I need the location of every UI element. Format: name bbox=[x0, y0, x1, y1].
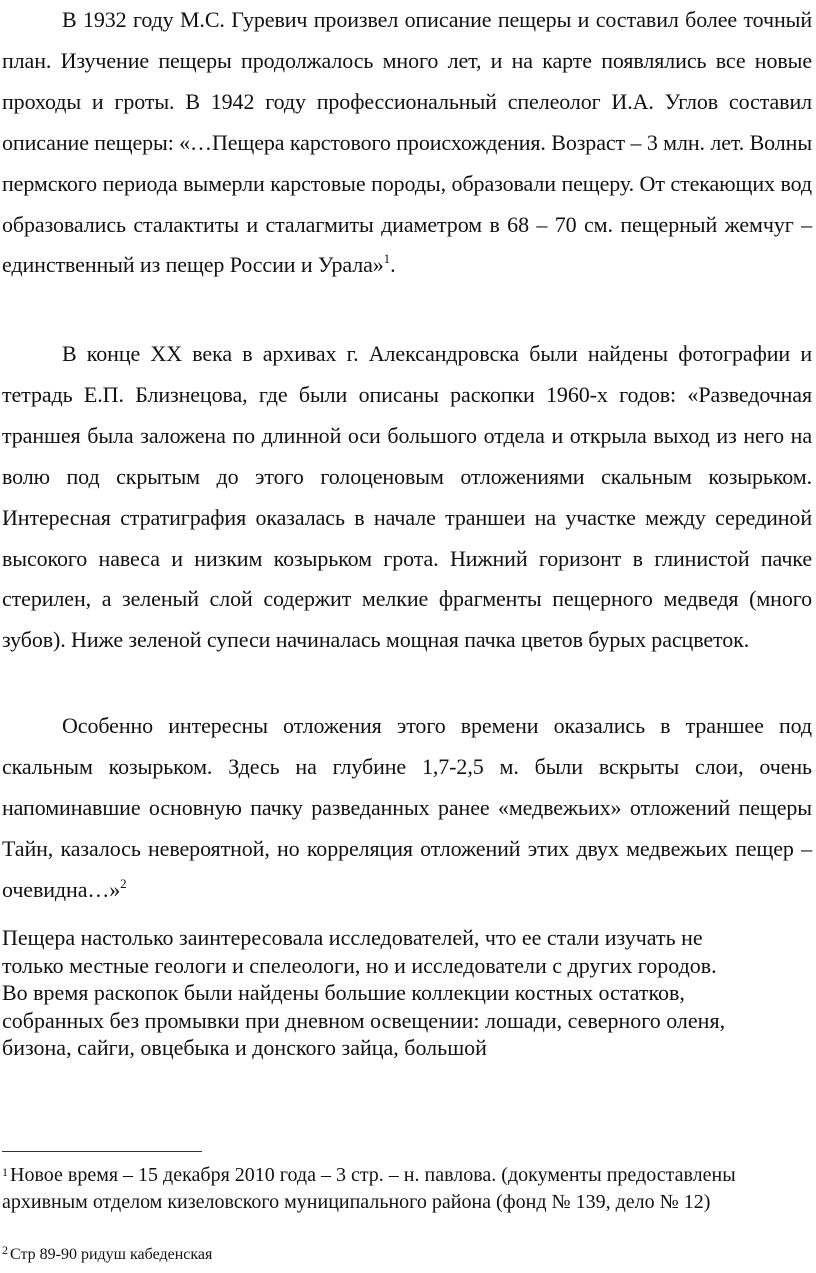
footnote-separator bbox=[2, 1151, 202, 1152]
paragraph-1 bbox=[2, 0, 812, 286]
footnote-1-mark: 1 bbox=[2, 1165, 8, 1179]
footnote-1-text: Новое время – 15 декабря 2010 года – 3 стр. – н. павлова. (документы предоставлены архивным отделом кизеловского муниципального района (фонд № 139, дело № 12) bbox=[2, 1164, 736, 1213]
footnote-2 bbox=[2, 1245, 812, 1265]
paragraph-1-text: В 1932 году М.С. Гуревич произвел описание пещеры и составил более точный план. Изучение пещеры продолжалось много лет, и на карте появлялись все новые проходы и гроты. В 1942 году профессиональный спелеолог И.А. Углов составил описание пещеры: «…Пещера карстового происхождения. Возраст – 3 млн. лет. Волны пермского периода вымерли карстовые породы, образовали пещеру. От стекающих вод образовались сталактиты и сталагмиты диаметром в 68 – 70 см. пещерный жемчуг – единственный из пещер России и Урала» bbox=[2, 7, 812, 278]
footnote-ref-2[interactable]: 2 bbox=[120, 875, 127, 891]
paragraph-4-line: только местные геологи и спелеологи, но и исследователи с других городов. bbox=[2, 952, 717, 978]
paragraph-3-text: Особенно интересны отложения этого времени оказались в траншее под скальным козырьком. Здесь на глубине 1,7-2,5 м. были вскрыты слои, очень напоминавшие основную пачку разведанных ранее «медвежьих» отложений пещеры Тайн, казалось невероятной, но корреляция отложений этих двух медвежьих пещер – очевидна…» bbox=[2, 713, 812, 902]
paragraph-1-end: . bbox=[390, 252, 396, 278]
paragraph-4 bbox=[2, 924, 812, 1062]
footnote-1 bbox=[2, 1162, 812, 1216]
footnote-ref-1[interactable]: 1 bbox=[383, 251, 391, 267]
paragraph-4-line: Во время раскопок были найдены большие коллекции костных остатков, bbox=[2, 980, 685, 1005]
paragraph-3 bbox=[2, 706, 812, 911]
footnote-2-text: Стр 89-90 ридуш кабеденская bbox=[10, 1246, 213, 1263]
paragraph-4-line: собранных без промывки при дневном освещении: лошади, северного оленя, bbox=[2, 1007, 726, 1033]
footnote-2-mark: 2 bbox=[2, 1243, 8, 1257]
paragraph-4-line: бизона, сайги, овцебыка и донского зайца, большой bbox=[2, 1035, 487, 1060]
paragraph-2: В конце XX века в архивах г. Александровска были найдены фотографии и тетрадь Е.П. Близнецова, где были описаны раскопки 1960-х годов: «Разведочная траншея была заложена по длинной оси большого отдела и открыла выход из него на волю под скрытым до этого голоценовым отложениями скальным козырьком. Интересная стратиграфия оказалась в начале траншеи на участке между серединой высокого навеса и низким козырьком грота. Нижний горизонт в глинистой пачке стерилен, а зеленый слой содержит мелкие фрагменты пещерного медведя (много зубов). Ниже зеленой супеси начиналась мощная пачка цветов бурых расцветок. bbox=[2, 341, 812, 653]
paragraph-4-line: Пещера настолько заинтересовала исследователей, что ее стали изучать не bbox=[2, 925, 703, 950]
